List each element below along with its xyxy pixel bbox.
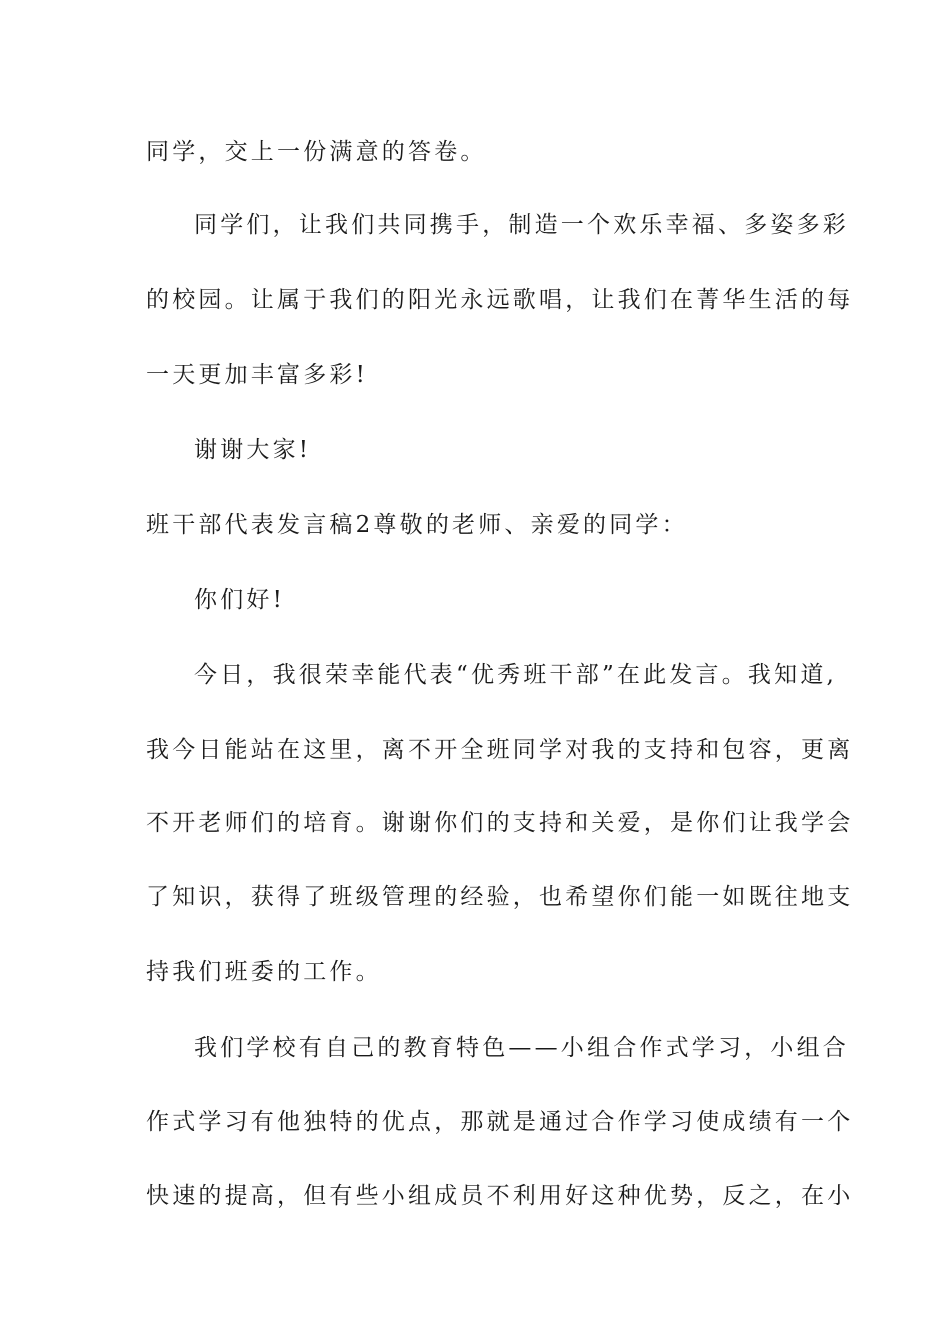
text-line: 同学，交上一份满意的答卷。 [146, 139, 487, 165]
section-title-line: 班干部代表发言稿2尊敬的老师、亲爱的同学： [146, 512, 688, 538]
paragraph-start-line: 同学们，让我们共同携手，制造一个欢乐幸福、多姿多彩 [194, 212, 849, 238]
text-line: 的校园。让属于我们的阳光永远歌唱，让我们在菁华生活的每 [146, 287, 854, 313]
text-line: 不开老师们的培育。谢谢你们的支持和关爱，是你们让我学会 [146, 810, 854, 836]
paragraph-start-line: 谢谢大家! [194, 437, 312, 463]
text-line: 我今日能站在这里，离不开全班同学对我的支持和包容，更离 [146, 737, 854, 763]
text-line: 快速的提高，但有些小组成员不利用好这种优势，反之，在小 [146, 1183, 854, 1209]
text-line: 持我们班委的工作。 [146, 959, 382, 985]
text-line: 一天更加丰富多彩! [146, 362, 369, 388]
paragraph-start-line: 今日，我很荣幸能代表“优秀班干部”在此发言。我知道, [194, 662, 838, 688]
text-line: 了知识，获得了班级管理的经验，也希望你们能一如既往地支 [146, 884, 854, 910]
text-line: 作式学习有他独特的优点，那就是通过合作学习使成绩有一个 [146, 1109, 854, 1135]
paragraph-start-line: 我们学校有自己的教育特色——小组合作式学习，小组合 [194, 1035, 849, 1061]
paragraph-start-line: 你们好! [194, 587, 286, 613]
